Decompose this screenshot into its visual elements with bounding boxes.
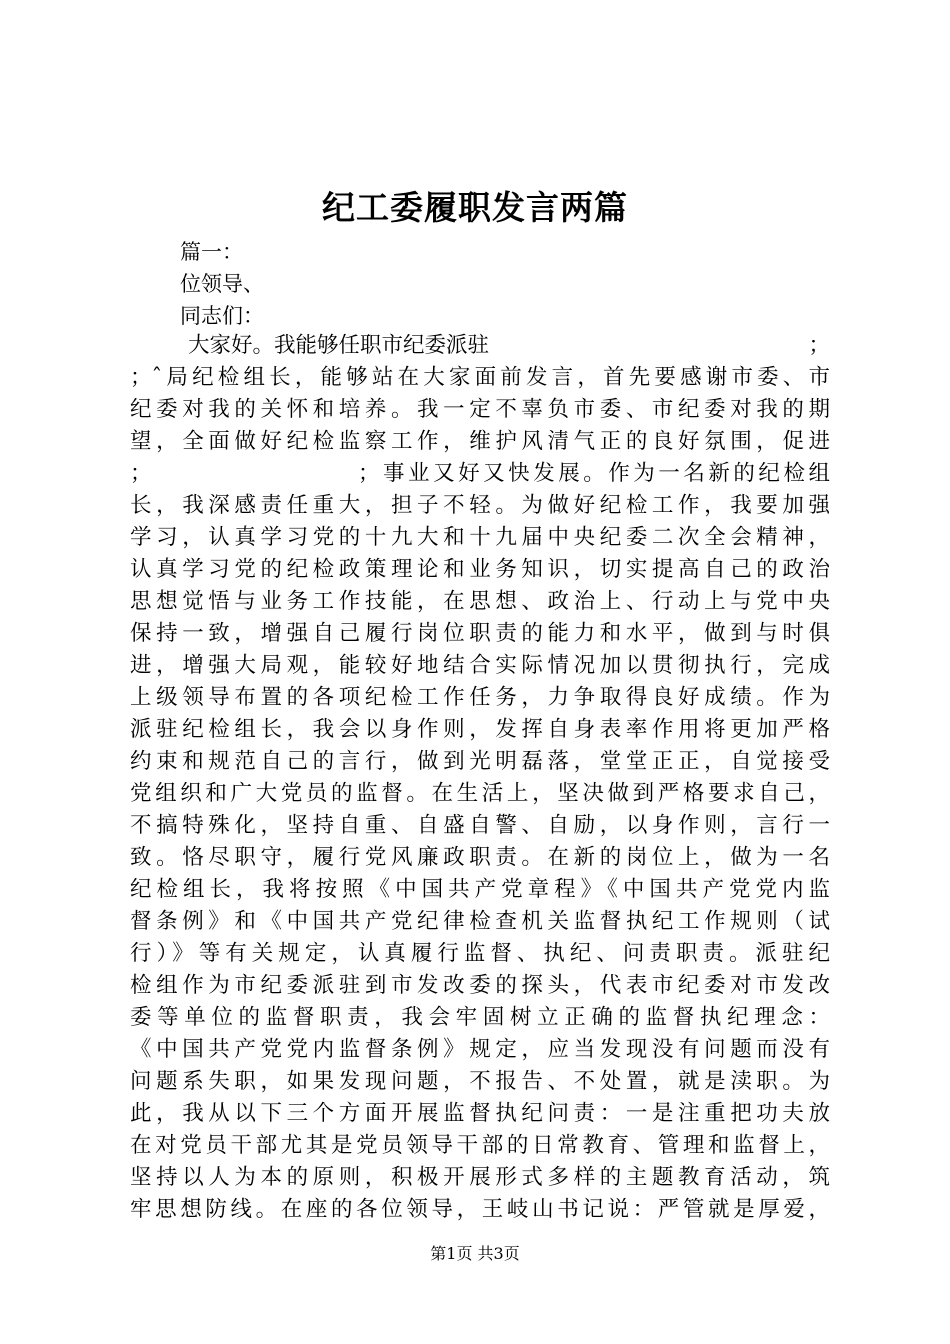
salutation-line-2: 同志们： xyxy=(180,304,264,328)
body-line: 望，全面做好纪检监察工作，维护风清气正的良好氛围，促进 xyxy=(130,429,830,454)
body-text-segment: ；事业又好又快发展。作为一名新的纪检组 xyxy=(358,461,830,486)
body-line: 致。恪尽职守，履行党风廉政职责。在新的岗位上，做为一名 xyxy=(130,845,830,870)
body-line: 问题系失职，如果发现问题，不报告、不处置，就是渎职。为 xyxy=(130,1069,830,1094)
body-line xyxy=(130,330,830,362)
body-line: 长，我深感责任重大，担子不轻。为做好纪检工作，我要加强 xyxy=(130,493,830,518)
body-line: 督条例》和《中国共产党纪律检查机关监督执纪工作规则（试 xyxy=(130,909,830,934)
body-line: 思想觉悟与业务工作技能，在思想、政治上、行动上与党中央 xyxy=(130,589,830,614)
body-line: 学习，认真学习党的十九大和十九届中央纪委二次全会精神， xyxy=(130,525,830,550)
body-line: 坚持以人为本的原则，积极开展形式多样的主题教育活动，筑 xyxy=(130,1165,830,1190)
body-line: 此，我从以下三个方面开展监督执纪问责：一是注重把功夫放 xyxy=(130,1101,830,1126)
salutation-line-1: 位领导、 xyxy=(180,272,264,296)
body-line: 不搞特殊化，坚持自重、自盛自警、自励，以身作则，言行一 xyxy=(130,813,830,838)
body-line: 牢思想防线。在座的各位领导，王岐山书记说：严管就是厚爱， xyxy=(130,1197,830,1222)
body-line: 派驻纪检组长，我会以身作则，发挥自身表率作用将更加严格 xyxy=(130,717,830,742)
body-line: 在对党员干部尤其是党员领导干部的日常教育、管理和监督上， xyxy=(130,1133,830,1158)
body-line: ；ˆ局纪检组长，能够站在大家面前发言，首先要感谢市委、市 xyxy=(130,365,830,390)
document-title: 纪工委履职发言两篇 xyxy=(322,188,628,227)
body-line: 保持一致，增强自己履行岗位职责的能力和水平，做到与时俱 xyxy=(130,621,830,646)
body-line xyxy=(130,458,830,490)
body-text xyxy=(130,330,830,1226)
body-line: 纪委对我的关怀和培养。我一定不辜负市委、市纪委对我的期 xyxy=(130,397,830,422)
body-line: 认真学习党的纪检政策理论和业务知识，切实提高自己的政治 xyxy=(130,557,830,582)
section-label: 篇一： xyxy=(180,240,243,264)
body-line: 《中国共产党党内监督条例》规定，应当发现没有问题而没有 xyxy=(130,1037,830,1062)
body-text-segment: ； xyxy=(808,333,830,358)
body-line: 进，增强大局观，能较好地结合实际情况加以贯彻执行，完成 xyxy=(130,653,830,678)
page-footer: 第1页 共3页 xyxy=(430,1244,520,1263)
body-line: 党组织和广大党员的监督。在生活上，坚决做到严格要求自己， xyxy=(130,781,830,806)
body-line: 行）》等有关规定，认真履行监督、执纪、问责职责。派驻纪 xyxy=(130,941,830,966)
body-line: 检组作为市纪委派驻到市发改委的探头，代表市纪委对市发改 xyxy=(130,973,830,998)
body-line: 纪检组长，我将按照《中国共产党章程》《中国共产党党内监 xyxy=(130,877,830,902)
body-line: 约束和规范自己的言行，做到光明磊落，堂堂正正，自觉接受 xyxy=(130,749,830,774)
body-line: 上级领导布置的各项纪检工作任务，力争取得良好成绩。作为 xyxy=(130,685,830,710)
body-text-segment: 大家好。我能够任职市纪委派驻 xyxy=(188,333,490,358)
body-text-segment: ； xyxy=(130,461,152,486)
body-line: 委等单位的监督职责，我会牢固树立正确的监督执纪理念： xyxy=(130,1005,830,1030)
intro-block xyxy=(180,236,264,332)
